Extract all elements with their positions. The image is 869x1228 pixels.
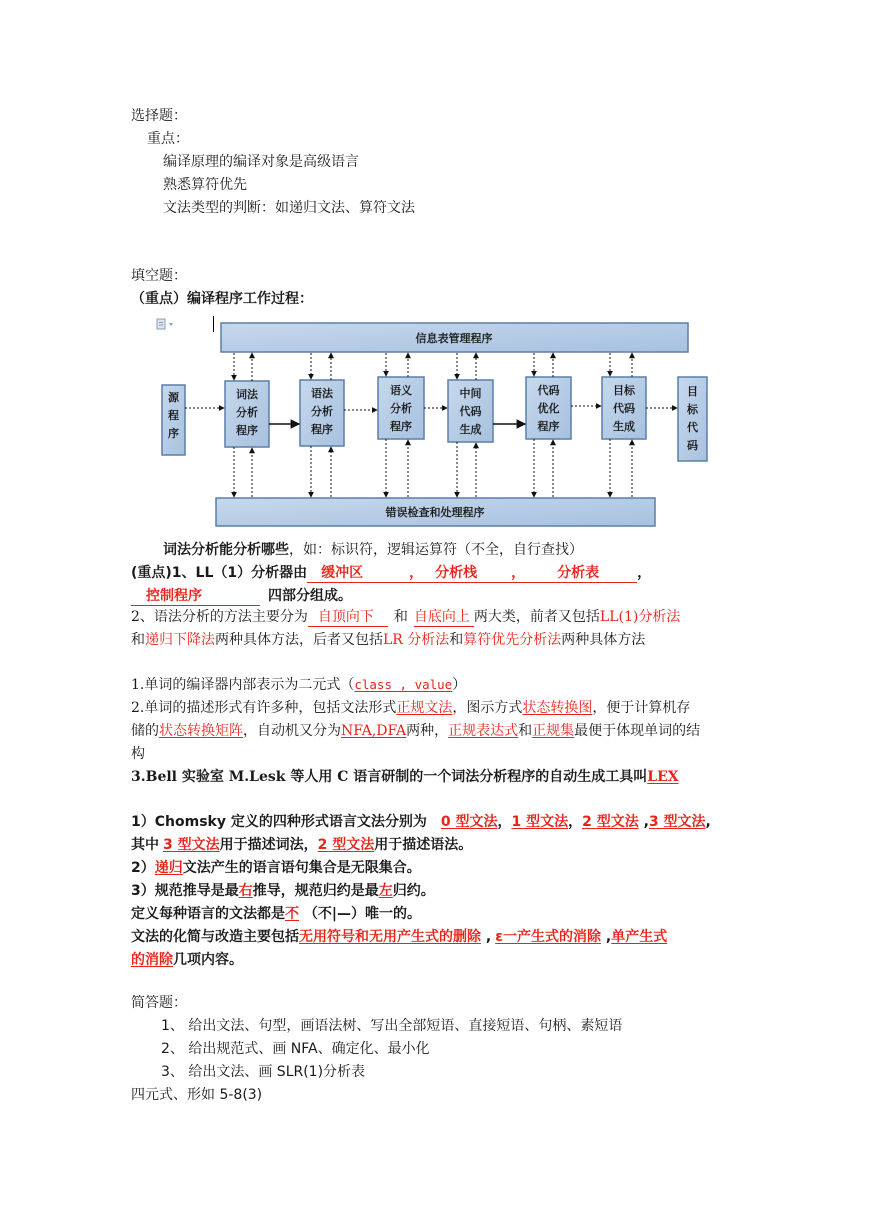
stage-label: 词法 [236, 388, 258, 401]
source-char: 程 [168, 409, 179, 422]
process-heading: （重点）编译程序工作过程： [131, 291, 313, 307]
answer-unit-removal: 的消除 [131, 952, 173, 968]
text: 2.单词的描述形式有许多种，包括文法形式 [131, 700, 397, 716]
ll1-suffix: 四部分组成。 [268, 588, 352, 604]
answer-lr: LR 分析法 [383, 632, 450, 648]
words-line4: 构 [131, 746, 145, 762]
stage-label: 分析 [390, 402, 412, 415]
answer-nfa-dfa: NFA,DFA [341, 723, 407, 739]
lexical-note-rest: ，如：标识符，逻辑运算符（不全，自行查找） [289, 542, 583, 558]
ll1-sep: ， [637, 565, 652, 581]
answer-type2-syntax: 2 型文法 [317, 837, 375, 853]
target-char: 码 [687, 439, 698, 452]
text: , [601, 929, 612, 945]
answer-state-matrix: 状态转换矩阵 [159, 723, 243, 739]
target-char: 代 [687, 421, 698, 434]
stage-label: 分析 [236, 406, 258, 419]
answer-ll1: LL(1)分析法 [599, 609, 681, 625]
chomsky-line6 [131, 927, 667, 947]
stage-label: 程序 [390, 420, 412, 433]
text: ） [452, 677, 467, 693]
text: 两种具体方法 [561, 632, 646, 648]
info-table-manager-label: 信息表管理程序 [415, 332, 493, 345]
answer-operator-precedence: 算符优先分析法 [463, 632, 562, 648]
answer-type3: 3 型文法 [648, 814, 706, 830]
lexical-note [163, 540, 583, 560]
stage-label: 生成 [459, 423, 482, 436]
footer-note: 四元式、形如 5-8(3) [131, 1087, 263, 1103]
lexical-note-bold: 词法分析能分析哪些 [163, 542, 289, 558]
answer-class-value: class , value [354, 677, 453, 692]
text: 3.Bell 实验室 M.Lesk 等人用 C 语言研制的一个词法分析程序的自动生成工具叫 [131, 769, 648, 785]
list-item: 熟悉算符优先 [163, 177, 247, 193]
syntax-line1 [131, 607, 680, 627]
chomsky-line3 [131, 858, 421, 878]
stage-label: 目标 [613, 384, 635, 397]
answer-useless-removal: 无用符号和无用产生式的删除 [299, 929, 481, 945]
answer-unit-production: 单产生式 [611, 929, 668, 945]
text: ， [497, 814, 512, 830]
stage-label: 语法 [311, 387, 333, 400]
chomsky-line5 [131, 904, 421, 924]
text: ，自动机又分为 [243, 723, 341, 739]
text: , [705, 814, 711, 830]
ll1-sep: ， [505, 564, 549, 583]
answer-recursive-descent: 递归下降法 [145, 632, 215, 648]
stage-label: 程序 [236, 424, 258, 437]
stage-label: 生成 [613, 420, 635, 433]
text: 储的 [131, 723, 159, 739]
answer-lex: LEX [647, 769, 679, 785]
answer-left: 左 [378, 883, 393, 899]
text: 文法产生的语言语句集合是无限集合。 [182, 860, 421, 876]
text: , [481, 929, 492, 945]
text: 和 [449, 632, 464, 648]
stage-label: 代码 [537, 384, 560, 397]
answer-type0: 0 型文法 [440, 814, 498, 830]
answer-epsilon-removal: ε一产生式的消除 [495, 929, 601, 945]
text: ，图示方式 [452, 700, 523, 716]
ll1-line1 [131, 563, 657, 583]
list-item: 1、 给出文法、句型，画语法树、写出全部短语、直接短语、句柄、素短语 [161, 1018, 623, 1034]
ll1-line2 [131, 586, 352, 606]
text: 推导，规范归约是最 [252, 883, 379, 899]
target-char: 标 [687, 403, 698, 416]
text: 用于描述语法。 [374, 837, 473, 853]
stage-label: 语义 [390, 384, 412, 397]
answer-type2: 2 型文法 [582, 814, 639, 830]
ll1-blank-control: 控制程序 [131, 587, 260, 606]
text: 用于描述词法， [219, 837, 318, 853]
text: 两种具体方法，后者又包括 [215, 632, 383, 648]
stage-label: 中间 [459, 387, 482, 400]
chomsky-line4 [131, 881, 435, 901]
text: 1）Chomsky 定义的四种形式语言文法分别为 [131, 814, 427, 830]
target-char: 目 [687, 385, 698, 398]
source-char: 序 [168, 427, 179, 440]
text: , [638, 814, 649, 830]
text: 几项内容。 [173, 952, 243, 968]
section-choice-subtitle: 重点： [147, 131, 189, 147]
answer-top-down: 自顶向下 [308, 608, 388, 627]
answer-regular-set: 正规集 [532, 723, 575, 739]
list-item: 2、 给出规范式、画 NFA、确定化、最小化 [161, 1041, 430, 1057]
text: 2） [131, 860, 155, 876]
words-line2 [131, 698, 690, 718]
text: 定义每种语言的文法都是 [131, 906, 285, 922]
ll1-blank-stack: 分析栈 [429, 564, 505, 583]
list-item: 3、 给出文法、画 SLR(1)分析表 [161, 1064, 366, 1080]
ll1-prefix: (重点)1、LL（1）分析器由 [131, 565, 308, 581]
syntax-line2 [131, 630, 645, 650]
stage-label: 代码 [613, 402, 635, 415]
ll1-blank-buffer: 缓冲区 [307, 564, 409, 583]
compiler-process-diagram [0, 0, 869, 540]
text: 其中 [131, 837, 159, 853]
stage-label: 优化 [537, 402, 560, 415]
text: ，便于计算机存 [592, 700, 691, 716]
text: 归约。 [392, 883, 435, 899]
stage-label: 代码 [459, 405, 482, 418]
text: 最便于体现单词的结 [574, 723, 701, 739]
section-short-answer-title: 简答题： [131, 995, 187, 1011]
text: 2、语法分析的方法主要分为 [131, 609, 308, 625]
text: （不|—）唯一的。 [299, 906, 421, 922]
list-item: 文法类型的判断：如递归文法、算符文法 [163, 200, 415, 216]
words-line5 [131, 767, 679, 787]
list-item: 编译原理的编译对象是高级语言 [163, 154, 359, 170]
answer-not: 不 [285, 906, 299, 922]
text: 文法的化简与改造主要包括 [131, 929, 299, 945]
answer-bottom-up: 自底向上 [414, 608, 474, 627]
source-char: 源 [168, 391, 179, 404]
text: 和 [518, 723, 533, 739]
answer-state-diagram: 状态转换图 [522, 700, 593, 716]
answer-right: 右 [238, 883, 253, 899]
answer-recursive: 递归 [154, 860, 183, 876]
words-line3 [131, 721, 700, 741]
error-handler-label: 错误检查和处理程序 [385, 506, 485, 519]
answer-type1: 1 型文法 [511, 814, 569, 830]
answer-regex: 正规表达式 [448, 723, 519, 739]
ll1-blank-table: 分析表 [549, 564, 637, 583]
answer-type3-lexical: 3 型文法 [163, 837, 220, 853]
chomsky-line2 [131, 835, 472, 855]
words-line1 [131, 675, 466, 695]
text: 和 [393, 609, 408, 625]
stage-label: 程序 [311, 423, 333, 436]
answer-regular-grammar: 正规文法 [396, 700, 453, 716]
text: 1.单词的编译器内部表示为二元式（ [131, 677, 355, 693]
stage-label: 分析 [311, 405, 333, 418]
ll1-sep: ， [409, 564, 429, 583]
section-choice-title: 选择题： [131, 108, 187, 124]
stage-label: 程序 [537, 420, 560, 433]
chomsky-line7 [131, 950, 243, 970]
text: 和 [131, 632, 145, 648]
text: 3）规范推导是最 [131, 883, 239, 899]
section-fill-title: 填空题： [131, 268, 187, 284]
chomsky-line1 [131, 812, 711, 832]
text: ， [568, 814, 583, 830]
text: 两大类，前者又包括 [473, 609, 600, 625]
text: 两种， [406, 723, 449, 739]
